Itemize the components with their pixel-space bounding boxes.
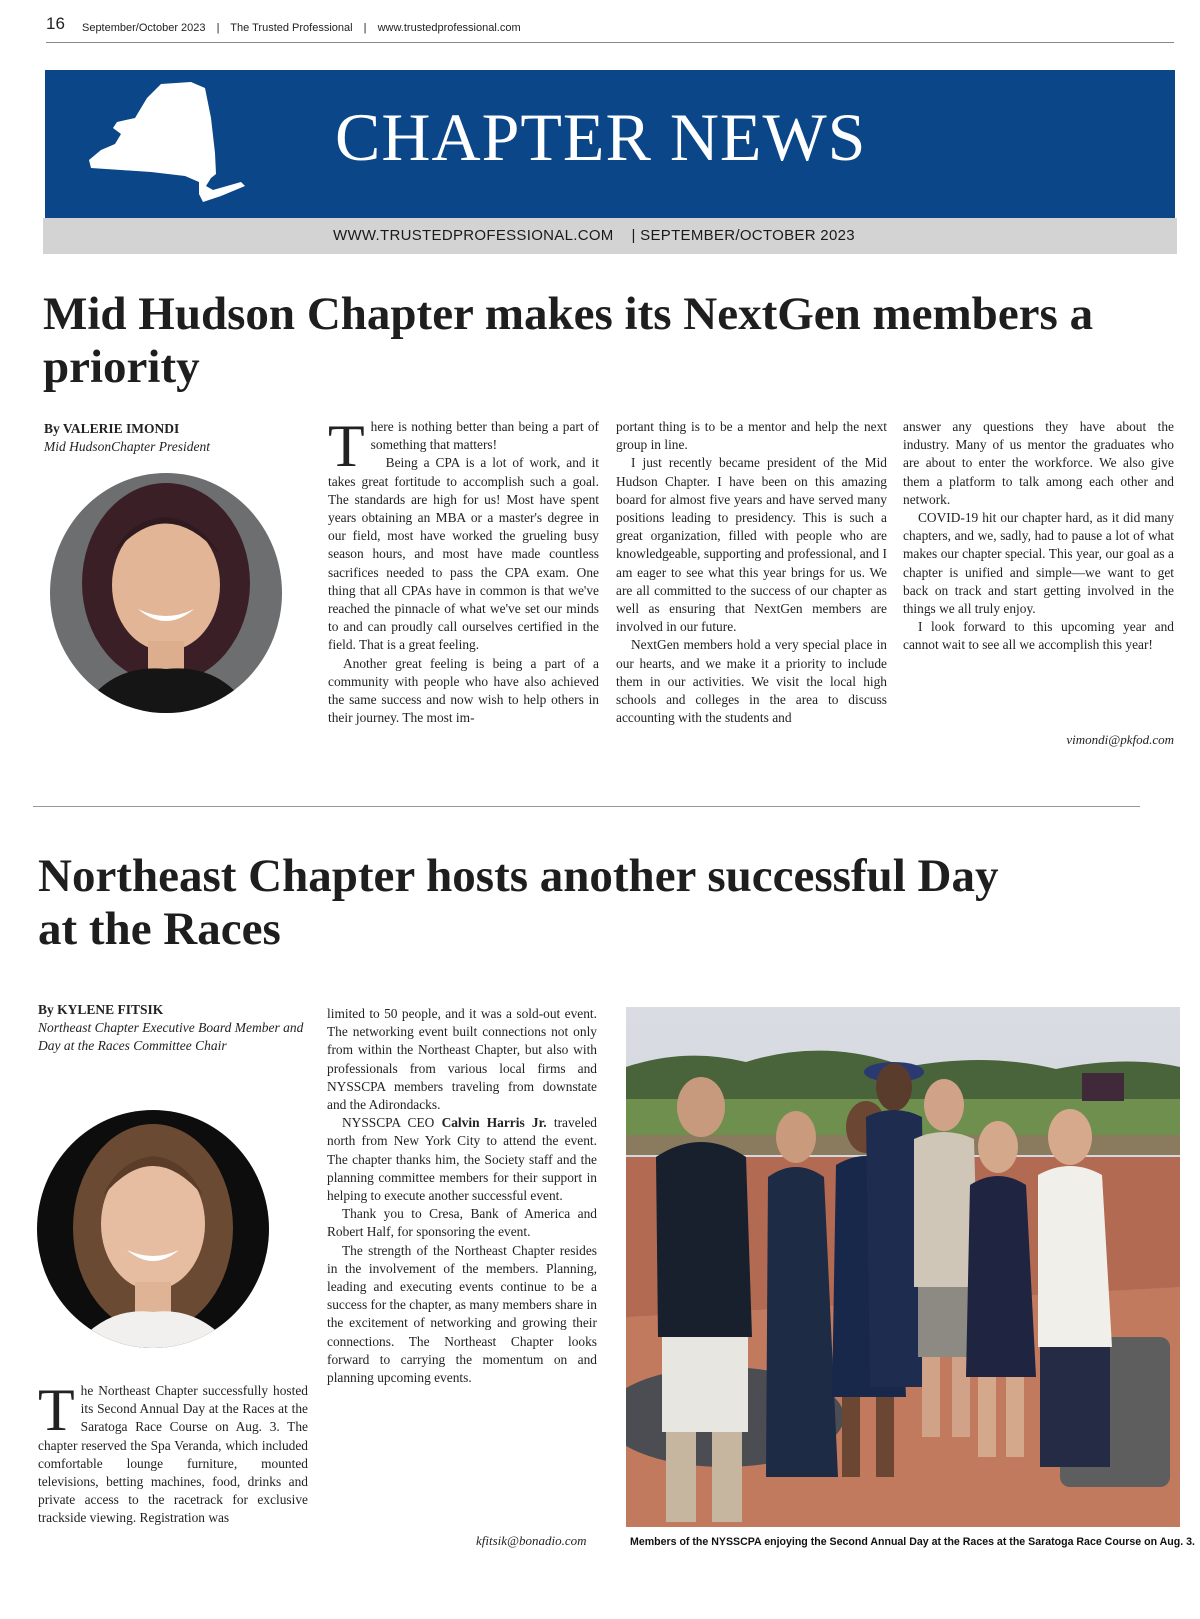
author-title: Mid HudsonChapter President xyxy=(44,439,210,454)
author-title: Northeast Chapter Executive Board Member and Day at the Races Committee Chair xyxy=(38,1020,304,1053)
bold-name: Calvin Harris Jr. xyxy=(441,1115,547,1131)
banner-issue: | SEPTEMBER/OCTOBER 2023 xyxy=(631,227,855,244)
paragraph: limited to 50 people, and it was a sold-out event. The networking event built connections not only from within the Northeast Chapter, but also with professionals from various local firms and NYSSCPA members traveling from downstate and the Adirondacks. xyxy=(327,1006,597,1113)
article1-author-email[interactable]: vimondi@pkfod.com xyxy=(1066,732,1174,747)
paragraph: NYSSCPA CEO Calvin Harris Jr. traveled north from New York City to attend the event. The chapter thanks him, the Society staff and the planning committee members for their support in helping to execute another successful event. xyxy=(327,1115,598,1204)
article2-column-1 xyxy=(38,1377,308,1528)
author-portrait-photo xyxy=(50,473,282,713)
paragraph: he Northeast Chapter successfully hosted its Second Annual Day at the Races at the Saratoga Race Course on Aug. 3. The chapter reserved the Spa Veranda, which included comfortable lounge furniture, mounted televisions, betting machines, food, drinks and private access to the racetrack for exclusive trackside viewing. Registration was xyxy=(38,1383,308,1526)
article1-column-3 xyxy=(903,418,1174,655)
page-number: 16 xyxy=(46,14,65,33)
author-name: By KYLENE FITSIK xyxy=(38,1002,164,1017)
banner-subbar xyxy=(43,218,1177,254)
new-york-state-icon xyxy=(81,78,251,206)
article1-byline xyxy=(44,420,294,456)
chapter-news-banner xyxy=(45,70,1175,218)
issue-date: September/October 2023 xyxy=(81,22,206,34)
article2-author-email[interactable]: kfitsik@bonadio.com xyxy=(476,1533,587,1548)
banner-title: CHAPTER NEWS xyxy=(335,99,867,175)
website-link[interactable]: www.trustedprofessional.com xyxy=(377,22,521,34)
paragraph: I just recently became president of the Mid Hudson Chapter. I have been on this amazing board for almost five years and have served many positions leading to presidency. This is such a great organization, filled with people who are knowledgeable, supporting and professional, and I am eager to see what this year brings for us. We are all committed to the success of our chapter as well as ensuring that NextGen members are involved in our future. xyxy=(616,455,887,635)
photo-caption: Members of the NYSSCPA enjoying the Second Annual Day at the Races at the Saratoga Race Course on Aug. 3. xyxy=(630,1536,1195,1548)
dropcap: T xyxy=(38,1377,75,1443)
author-portrait-photo xyxy=(37,1110,269,1348)
article1-headline: Mid Hudson Chapter makes its NextGen members a priority xyxy=(43,288,1094,394)
article2-byline xyxy=(38,1001,308,1055)
paragraph: The strength of the Northeast Chapter resides in the involvement of the members. Planning, leading and executing events continue to be a success for the chapter, as many members share in the excitement of networking and growing their connections. The Northeast Chapter looks forward to carrying the momentum on and planning upcoming events. xyxy=(327,1242,597,1386)
paragraph: Thank you to Cresa, Bank of America and Robert Half, for sponsoring the event. xyxy=(327,1206,597,1240)
publication-name: The Trusted Professional xyxy=(230,22,353,34)
article2-headline: Northeast Chapter hosts another successful Day at the Races xyxy=(38,850,999,956)
article2-column-2 xyxy=(327,1005,597,1387)
paragraph: NextGen members hold a very special place in our hearts, and we make it a priority to include them in our activities. We visit the local high schools and colleges in the area to discuss accounting with the students and xyxy=(616,637,887,726)
paragraph: Another great feeling is being a part of a community with people who have also achieved the same success and now wish to help others in their journey. The most im- xyxy=(328,655,599,726)
running-header: 16 September/October 2023 | The Trusted Professional | www.trustedprofessional.com xyxy=(46,16,1174,43)
article1-column-1 xyxy=(328,413,599,727)
paragraph: portant thing is to be a mentor and help the next group in line. xyxy=(616,419,887,453)
paragraph: COVID-19 hit our chapter hard, as it did many chapters, and we, sadly, had to pause a lot of what makes our chapter special. This year, our goal as a chapter is unified and simple—we want to get back on track and start getting involved in the things we all truly enjoy. xyxy=(903,510,1174,617)
article1-column-2 xyxy=(616,418,887,727)
paragraph: answer any questions they have about the industry. Many of us mentor the graduates who are about to enter the workforce. We also give them a platform to talk among each other and network. xyxy=(903,419,1174,507)
paragraph: Being a CPA is a lot of work, and it takes great fortitude to accomplish such a goal. The standards are high for us! Most have spent years obtaining an MBA or a master's degree in our field, most have worked the grueling busy season hours, and most have made countless sacrifices needed to pass the CPA exam. One thing that all CPAs have in common is that we've reached the pinnacle of what we've set our minds to and can proudly call ourselves certified in the field. That is a great feeling. xyxy=(328,455,599,653)
banner-website[interactable]: WWW.TRUSTEDPROFESSIONAL.COM xyxy=(333,227,614,244)
dropcap: T xyxy=(328,413,365,479)
paragraph: here is nothing better than being a part of something that matters! xyxy=(370,419,599,453)
group-event-photo xyxy=(626,1007,1180,1527)
section-divider xyxy=(33,806,1140,807)
paragraph: I look forward to this upcoming year and cannot wait to see all we accomplish this year! xyxy=(903,619,1174,653)
author-name: By VALERIE IMONDI xyxy=(44,421,180,436)
